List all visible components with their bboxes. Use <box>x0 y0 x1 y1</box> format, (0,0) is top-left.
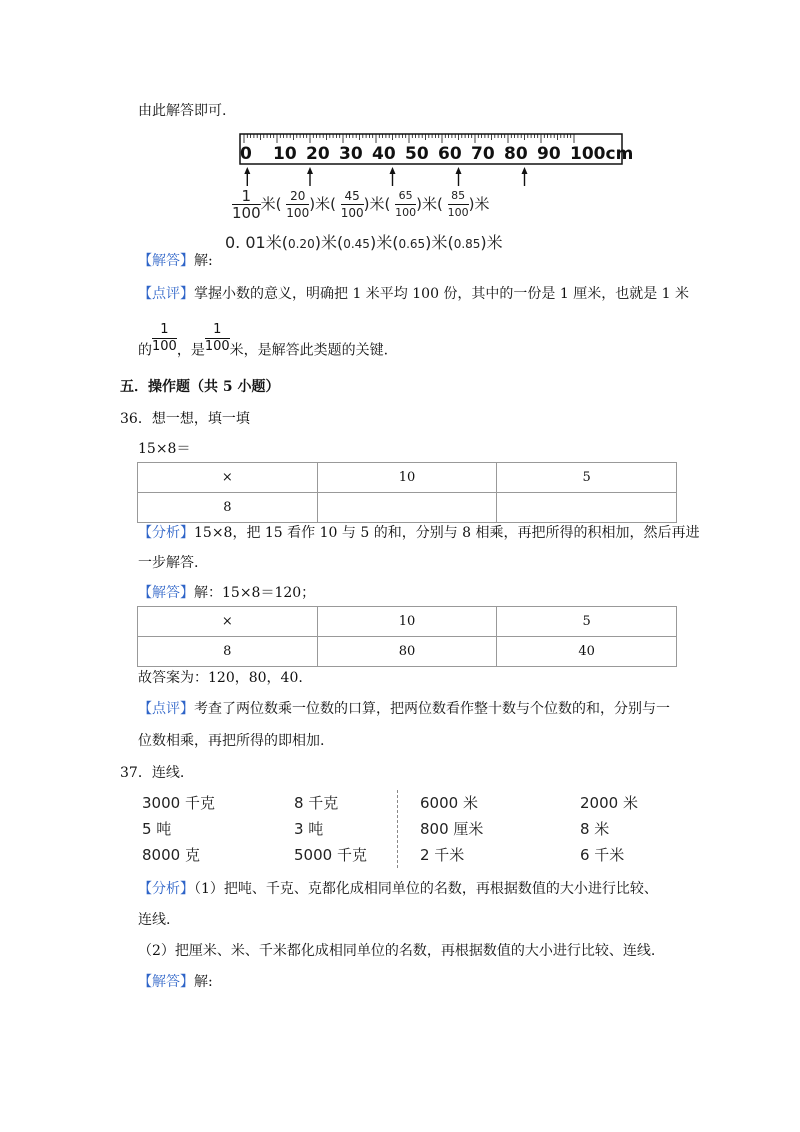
q36-title: 36．想一想，填一填 <box>120 411 250 427</box>
table-cell: 8 <box>138 493 318 523</box>
table-row <box>138 463 677 493</box>
q37-col1 <box>142 790 215 868</box>
q37-divider <box>397 790 398 868</box>
comment-fraction-1: $\frac{1}{100}$ <box>152 322 177 354</box>
ruler-tick-label: 40 <box>372 144 396 164</box>
answer-tag: 【解答】 <box>138 253 194 269</box>
ruler-minor-ticks <box>244 134 574 143</box>
q36-table-blank <box>137 462 677 523</box>
q37-analysis: 【分析】（1）把吨、千克、克都化成相同单位的名数，再根据数值的大小进行比较、 <box>138 881 658 897</box>
answer-tag: 【解答】 <box>138 974 194 990</box>
ruler-tick-label: 60 <box>438 144 462 164</box>
q36-result: 故答案为：120，80，40. <box>138 670 303 686</box>
q37-analysis-cont: 连线. <box>138 912 171 928</box>
comment-1-continuation: 的 $\frac{1}{100}$ ，是 $\frac{1}{100}$ 米，是解答此类题的关键. <box>138 322 389 359</box>
intro-line: 由此解答即可. <box>138 103 227 119</box>
fraction-4: $\frac{65}{100}$ <box>395 189 417 219</box>
ruler-arrow-head <box>390 167 396 174</box>
table-row <box>138 637 677 667</box>
table-cell: × <box>138 463 318 493</box>
q37-col4 <box>580 790 638 868</box>
table-cell: 5 <box>497 607 677 637</box>
fraction-2: $\frac{20}{100}$ <box>286 189 310 220</box>
list-item: 5000 千克 <box>294 846 367 864</box>
table-cell: 5 <box>497 463 677 493</box>
table-cell: 40 <box>497 637 677 667</box>
q36-analysis-cont: 一步解答. <box>138 555 199 571</box>
ruler-arrow-head <box>456 167 462 174</box>
ruler-tick-label: 50 <box>405 144 429 164</box>
comment-1: 【点评】掌握小数的意义，明确把 1 米平均 100 份，其中的一份是 1 厘米，也就是 1 米 <box>138 286 690 302</box>
fraction-5: $\frac{85}{100}$ <box>447 189 469 219</box>
ruler-arrows <box>244 167 527 186</box>
q36-answer: 【解答】解：15×8＝120； <box>138 585 316 601</box>
q36-comment-cont: 位数相乘，再把所得的即相加. <box>138 733 325 749</box>
list-item: 8 千克 <box>294 794 339 812</box>
ruler-tick-label: 70 <box>471 144 495 164</box>
q37-col3 <box>420 790 483 868</box>
ruler-arrow-head <box>244 167 250 174</box>
ruler-tick-label: 90 <box>537 144 561 164</box>
list-item: 6000 米 <box>420 794 478 812</box>
ruler-tick-label: 100cm <box>570 144 634 164</box>
table-cell: 8 <box>138 637 318 667</box>
q37-answer: 【解答】解: <box>138 974 213 990</box>
ruler-tick-label: 0 <box>240 144 252 164</box>
fraction-3: $\frac{45}{100}$ <box>340 189 364 220</box>
list-item: 3 吨 <box>294 820 324 838</box>
table-cell: 10 <box>317 463 497 493</box>
ruler-row-decimals: 0. 01米(0.20)米(0.45)米(0.65)米(0.85)米 <box>225 233 503 252</box>
ruler-row-fractions: $\frac{1}{100}$ 米( $\frac{20}{100}$ )米( $\frac{45}{100}$ )米( $\frac{65}{100}$ )米( $\frac{85}{100}$ )米 <box>232 187 490 222</box>
list-item: 800 厘米 <box>420 820 484 838</box>
q37-col2 <box>294 790 367 868</box>
analysis-tag: 【分析】 <box>138 525 194 541</box>
list-item: 2 千米 <box>420 846 465 864</box>
analysis-tag: 【分析】 <box>138 881 194 897</box>
q37-analysis-2: （2）把厘米、米、千米都化成相同单位的名数，再根据数值的大小进行比较、连线. <box>138 943 656 959</box>
table-cell: 80 <box>317 637 497 667</box>
comment-fraction-2: $\frac{1}{100}$ <box>204 322 230 354</box>
ruler-tick-label: 80 <box>504 144 528 164</box>
list-item: 3000 千克 <box>142 794 215 812</box>
answer-tag: 【解答】 <box>138 585 194 601</box>
section-title: 五．操作题（共 5 小题） <box>120 379 280 395</box>
ruler-tick-label: 10 <box>273 144 297 164</box>
comment-tag: 【点评】 <box>138 701 194 717</box>
list-item: 6 千米 <box>580 846 625 864</box>
q36-table-answer <box>137 606 677 667</box>
q37-title: 37．连线. <box>120 765 185 781</box>
ruler-tick-label: 30 <box>339 144 363 164</box>
table-row <box>138 607 677 637</box>
table-cell <box>497 493 677 523</box>
ruler-frame <box>240 134 622 164</box>
ruler-tick-label: 20 <box>306 144 330 164</box>
q36-expression: 15×8＝ <box>138 441 191 457</box>
list-item: 8 米 <box>580 820 610 838</box>
q36-analysis: 【分析】15×8，把 15 看作 10 与 5 的和，分别与 8 相乘，再把所得的积相加，然后再进 <box>138 525 700 541</box>
list-item: 2000 米 <box>580 794 638 812</box>
ruler-arrow-head <box>307 167 313 174</box>
table-cell: 10 <box>317 607 497 637</box>
fraction-1: $\frac{1}{100}$ <box>232 187 261 222</box>
comment-tag: 【点评】 <box>138 286 194 302</box>
list-item: 8000 克 <box>142 846 200 864</box>
q36-comment: 【点评】考查了两位数乘一位数的口算，把两位数看作整十数与个位数的和，分别与一 <box>138 701 670 717</box>
table-cell: × <box>138 607 318 637</box>
table-row <box>138 493 677 523</box>
table-cell <box>317 493 497 523</box>
ruler-arrow-head <box>522 167 528 174</box>
list-item: 5 吨 <box>142 820 172 838</box>
answer-1: 【解答】解: <box>138 253 213 269</box>
